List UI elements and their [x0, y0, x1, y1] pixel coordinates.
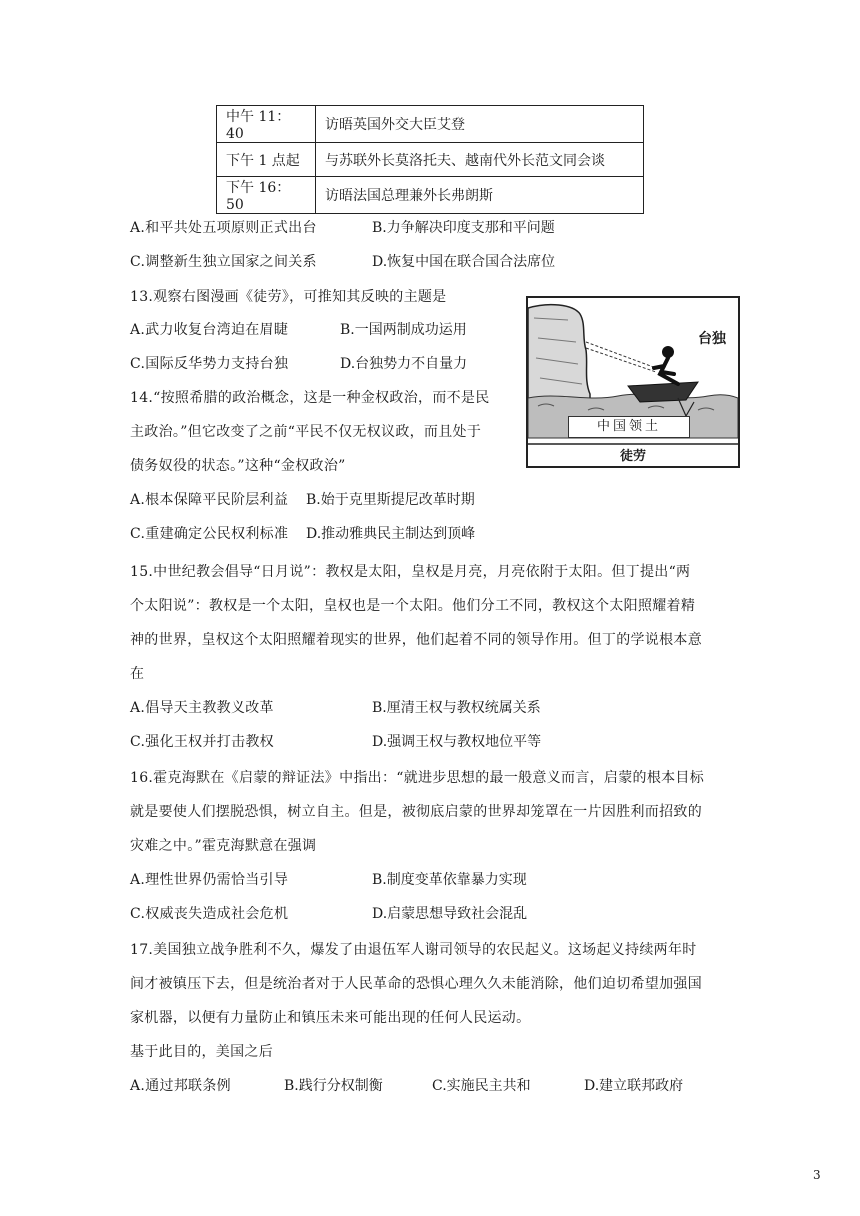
q16-option-d: D.启蒙思想导致社会混乱	[372, 906, 528, 922]
q17-option-d: D.建立联邦政府	[584, 1078, 684, 1094]
q15-line-1: 15.中世纪教会倡导“日月说”：教权是太阳，皇权是月亮，月亮依附于太阳。但丁提出“两	[130, 564, 691, 580]
q13-option-b: B.一国两制成功运用	[340, 322, 467, 338]
q12-option-b: B.力争解决印度支那和平问题	[372, 220, 555, 236]
q17-line-1: 17.美国独立战争胜利不久，爆发了由退伍军人谢司领导的农民起义。这场起义持续两年时	[130, 942, 697, 958]
cartoon-land-label: 中国领土	[568, 416, 690, 438]
q13-option-d: D.台独势力不自量力	[340, 356, 468, 372]
schedule-event: 访晤英国外交大臣艾登	[316, 106, 644, 143]
q12-option-d: D.恢复中国在联合国合法席位	[372, 254, 556, 270]
q16-line-3: 灾难之中。”霍克海默意在强调	[130, 838, 317, 854]
q14-option-d: D.推动雅典民主制达到顶峰	[306, 526, 476, 542]
schedule-event: 与苏联外长莫洛托夫、越南代外长范文同会谈	[316, 143, 644, 177]
q17-line-2: 间才被镇压下去，但是统治者对于人民革命的恐惧心理久久未能消除，他们迫切希望加强国	[130, 976, 702, 992]
q14-line-2: 主政治。”但它改变了之前“平民不仅无权议政，而且处于	[130, 424, 482, 440]
schedule-time: 下午 16：50	[217, 177, 316, 214]
q17-option-a: A.通过邦联条例	[130, 1078, 231, 1094]
q17-line-3: 家机器，以便有力量防止和镇压未来可能出现的任何人民运动。	[130, 1010, 531, 1026]
schedule-time: 中午 11：40	[217, 106, 316, 143]
q13-stem: 13.观察右图漫画《徒劳》，可推知其反映的主题是	[130, 289, 447, 305]
q14-line-3: 债务奴役的状态。”这种“金权政治”	[130, 458, 346, 474]
q13-option-a: A.武力收复台湾迫在眉睫	[130, 322, 289, 338]
q15-option-b: B.厘清王权与教权统属关系	[372, 700, 541, 716]
q17-option-b: B.践行分权制衡	[284, 1078, 383, 1094]
q15-line-4: 在	[130, 666, 145, 682]
table-row	[217, 106, 644, 143]
q15-line-2: 个太阳说”：教权是一个太阳，皇权也是一个太阳。他们分工不同，教权这个太阳照耀着精	[130, 598, 696, 614]
q12-option-c: C.调整新生独立国家之间关系	[130, 254, 317, 270]
q15-option-a: A.倡导天主教教义改革	[130, 700, 274, 716]
cartoon-drawing	[528, 298, 738, 466]
q15-option-d: D.强调王权与教权地位平等	[372, 734, 542, 750]
table-row	[217, 143, 644, 177]
q14-option-c: C.重建确定公民权利标准	[130, 526, 289, 542]
q17-option-c: C.实施民主共和	[432, 1078, 531, 1094]
q16-line-2: 就是要使人们摆脱恐惧，树立自主。但是，被彻底启蒙的世界却笼罩在一片因胜利而招致的	[130, 804, 702, 820]
schedule-time: 下午 1 点起	[217, 143, 316, 177]
q14-option-b: B.始于克里斯提尼改革时期	[306, 492, 475, 508]
page-number: 3	[813, 1168, 821, 1182]
q17-line-4: 基于此目的，美国之后	[130, 1044, 273, 1060]
schedule-event: 访晤法国总理兼外长弗朗斯	[316, 177, 644, 214]
q16-option-c: C.权威丧失造成社会危机	[130, 906, 289, 922]
table-row	[217, 177, 644, 214]
q15-line-3: 神的世界，皇权这个太阳照耀着现实的世界，他们起着不同的领导作用。但丁的学说根本意	[130, 632, 702, 648]
cartoon-image	[526, 296, 740, 468]
cartoon-title: 徒劳	[619, 449, 646, 464]
q15-option-c: C.强化王权并打击教权	[130, 734, 274, 750]
q16-line-1: 16.霍克海默在《启蒙的辩证法》中指出：“就进步思想的最一般意义而言，启蒙的根本目标	[130, 770, 705, 786]
q14-line-1: 14.“按照希腊的政治概念，这是一种金权政治，而不是民	[130, 390, 490, 406]
q16-option-b: B.制度变革依靠暴力实现	[372, 872, 527, 888]
q14-option-a: A.根本保障平民阶层利益	[130, 492, 289, 508]
q12-option-a: A.和平共处五项原则正式出台	[130, 220, 317, 236]
q16-option-a: A.理性世界仍需恰当引导	[130, 872, 289, 888]
schedule-table	[216, 105, 644, 214]
cartoon-figure-label: 台独	[698, 331, 726, 347]
q13-option-c: C.国际反华势力支持台独	[130, 356, 289, 372]
